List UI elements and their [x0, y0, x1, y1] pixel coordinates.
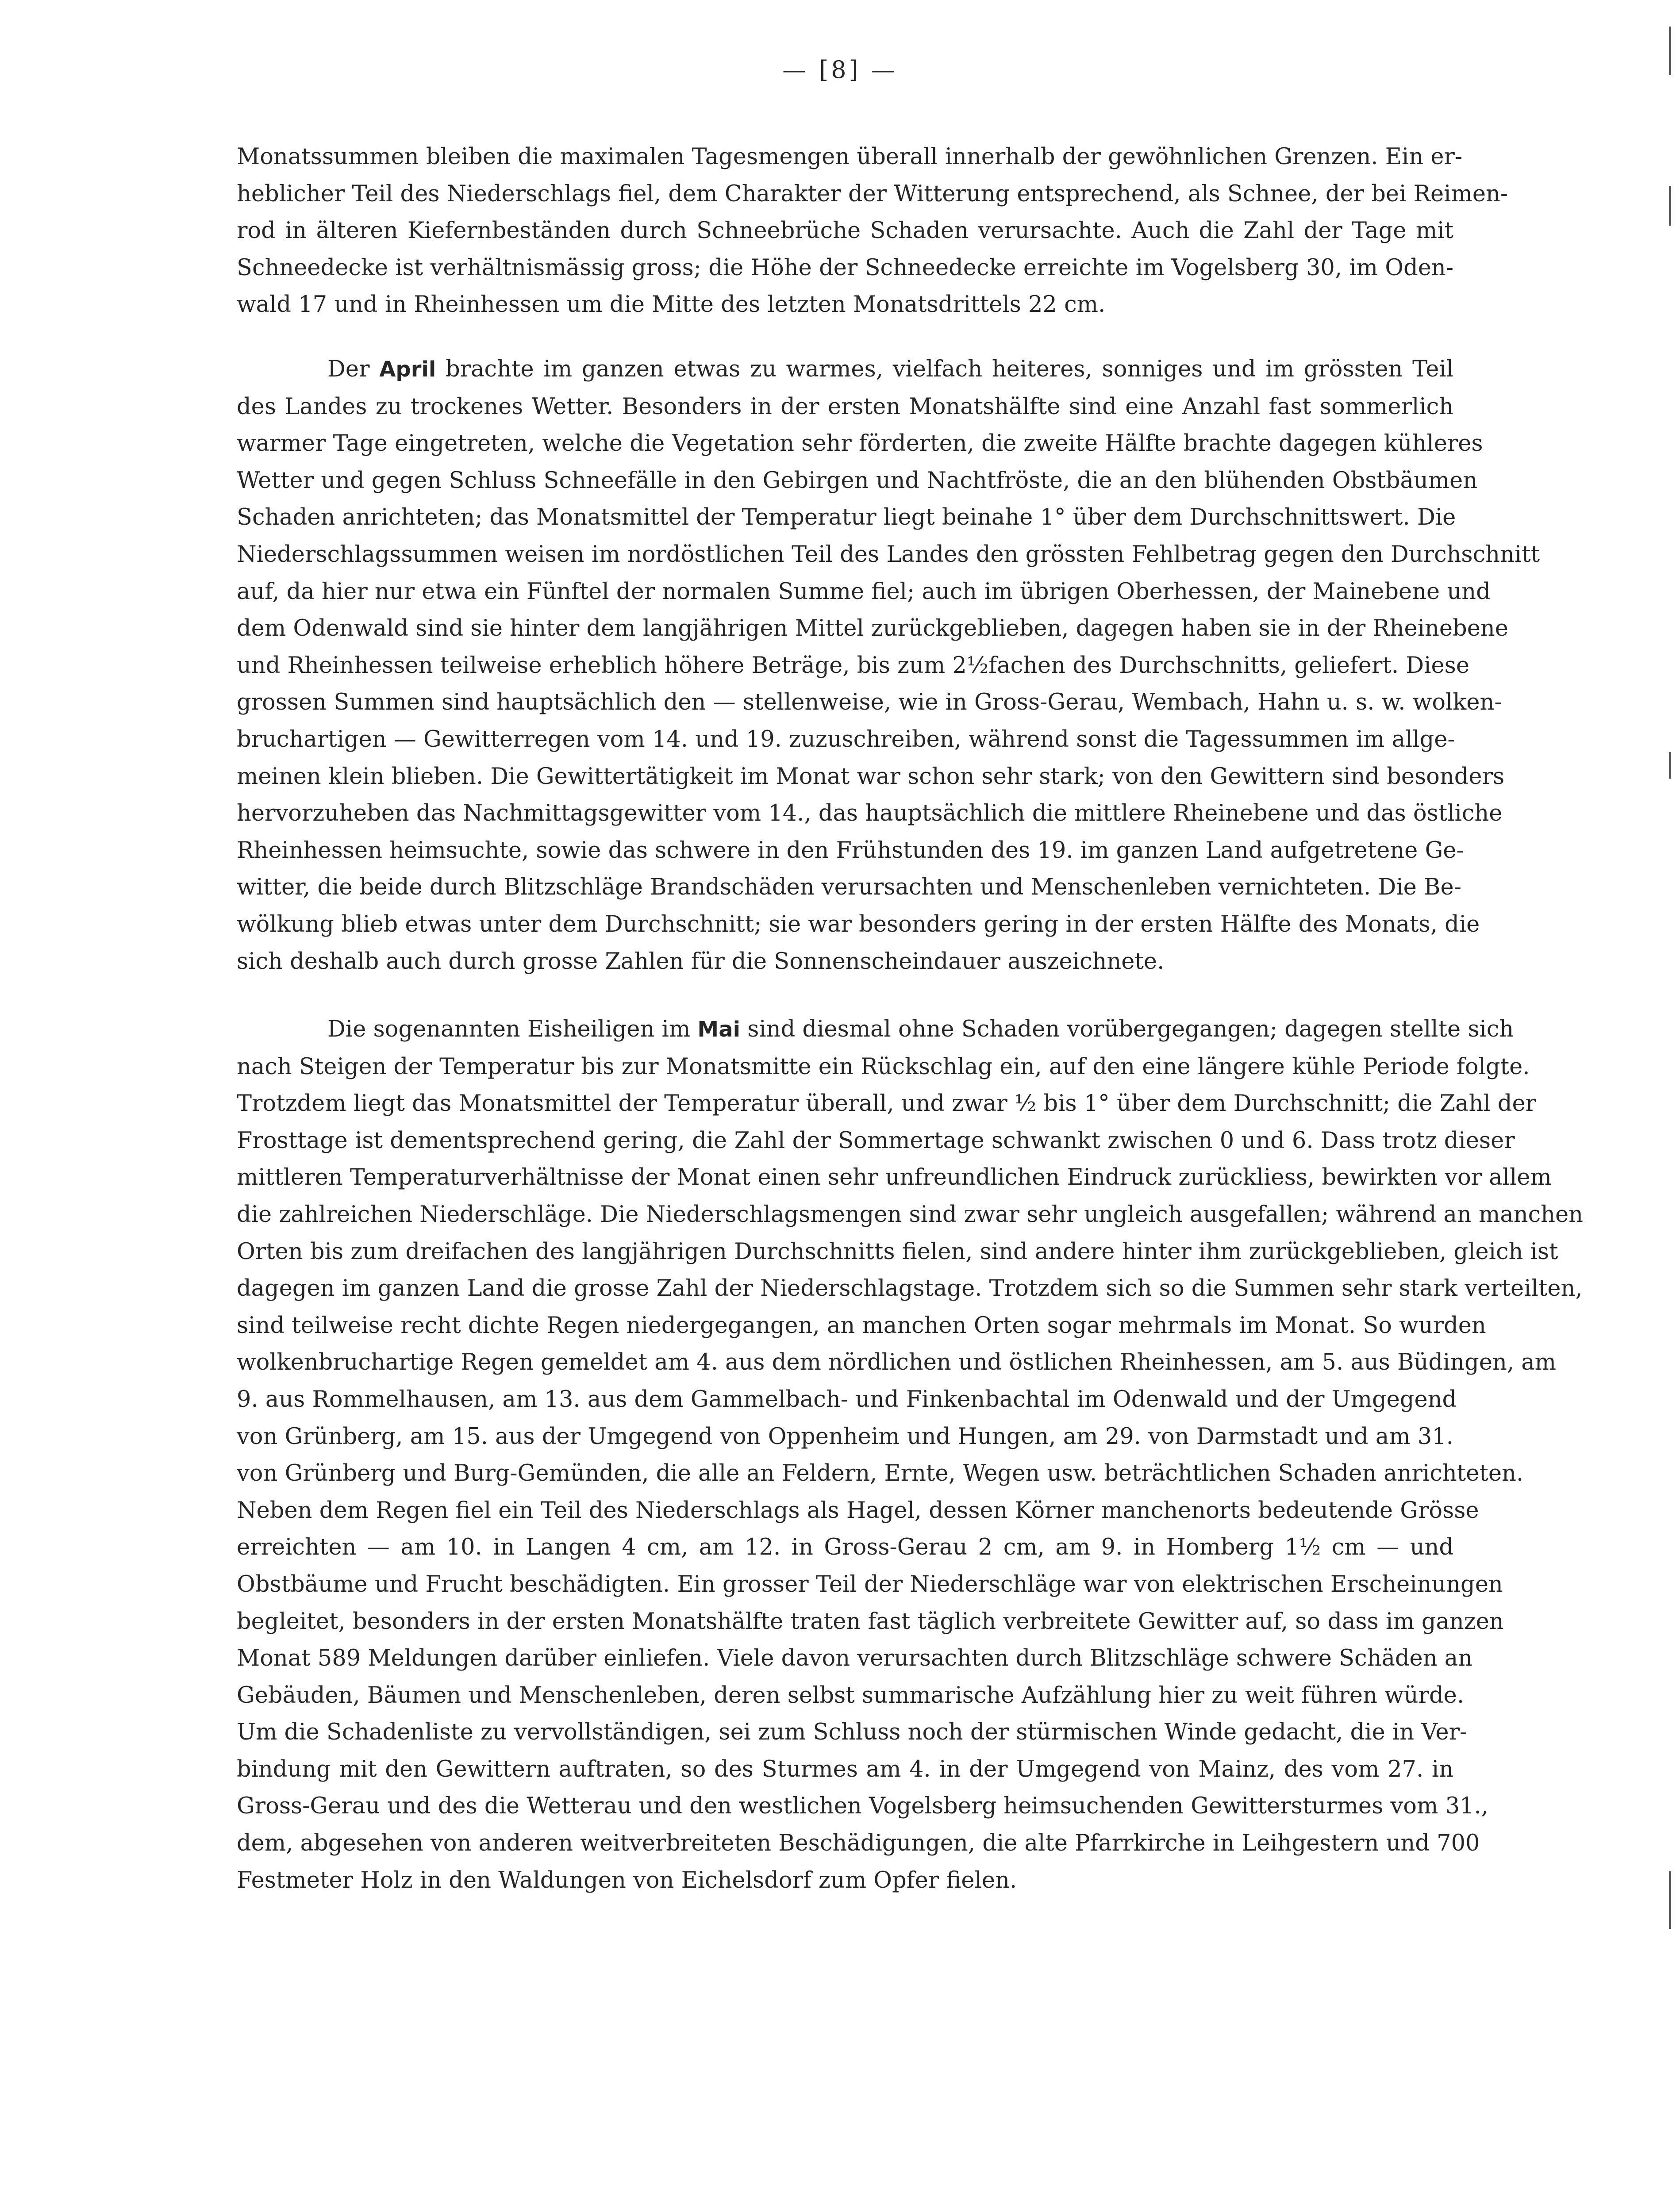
text-line: die zahlreichen Niederschläge. Die Niederschlagsmengen sind zwar sehr ungleich ausgefallen; während an manchen	[237, 1201, 1584, 1228]
text-line: Um die Schadenliste zu vervollständigen, sei zum Schluss noch der stürmischen Winde gedacht, die in Ver-	[237, 1719, 1468, 1746]
text-line: witter, die beide durch Blitzschläge Brandschäden verursachten und Menschenleben vernichteten. Die Be-	[237, 874, 1461, 901]
text-line: 9. aus Rommelhausen, am 13. aus dem Gammelbach- und Finkenbachtal im Odenwald und der Umgegend	[237, 1386, 1457, 1413]
text-line: heblicher Teil des Niederschlags fiel, dem Charakter der Witterung entsprechend, als Schnee, der bei Reimen-	[237, 180, 1508, 207]
text-line: warmer Tage eingetreten, welche die Vegetation sehr förderten, die zweite Hälfte brachte dagegen kühleres	[237, 430, 1483, 457]
text-line: nach Steigen der Temperatur bis zur Monatsmitte ein Rückschlag ein, auf den eine längere kühle Periode folgte.	[237, 1053, 1530, 1080]
text-line: dem Odenwald sind sie hinter dem langjährigen Mittel zurückgeblieben, dagegen haben sie in der Rheinebene	[237, 615, 1508, 642]
text-line: begleitet, besonders in der ersten Monatshälfte traten fast täglich verbreitete Gewitter auf, so dass im ganzen	[237, 1608, 1504, 1635]
text-line: wölkung blieb etwas unter dem Durchschnitt; sie war besonders gering in der ersten Hälfte des Monats, die	[237, 911, 1480, 937]
paragraph-may	[237, 1011, 1584, 1899]
text-line: Frosttage ist dementsprechend gering, die Zahl der Sommertage schwankt zwischen 0 und 6. Dass trotz dieser	[237, 1127, 1515, 1154]
text-line: Orten bis zum dreifachen des langjährigen Durchschnitts fielen, sind andere hinter ihm zurückgeblieben, gleich ist	[237, 1238, 1558, 1265]
paragraph-march-continuation	[237, 138, 1508, 323]
scan-edge-mark	[1669, 1871, 1671, 1929]
text-line: bindung mit den Gewittern auftraten, so des Sturmes am 4. in der Umgegend von Mainz, des vom 27. in	[237, 1756, 1453, 1782]
text-line: und Rheinhessen teilweise erheblich höhere Beträge, bis zum 2½fachen des Durchschnitts, geliefert. Diese	[237, 652, 1469, 679]
text-line: Wetter und gegen Schluss Schneefälle in den Gebirgen und Nachtfröste, die an den blühenden Obstbäumen	[237, 467, 1478, 494]
paragraph-april	[237, 351, 1540, 980]
text-line: rod in älteren Kiefernbeständen durch Schneebrüche Schaden verursachte. Auch die Zahl der Tage mit	[237, 218, 1453, 244]
text-line: meinen klein blieben. Die Gewittertätigkeit im Monat war schon sehr stark; von den Gewittern sind besonders	[237, 763, 1505, 790]
text-line: des Landes zu trockenes Wetter. Besonders in der ersten Monatshälfte sind eine Anzahl fast sommerlich	[237, 393, 1453, 420]
text-line: Gebäuden, Bäumen und Menschenleben, deren selbst summarische Aufzählung hier zu weit führen würde.	[237, 1682, 1465, 1709]
text-line: hervorzuheben das Nachmittagsgewitter vom 14., das hauptsächlich die mittlere Rheinebene und das östliche	[237, 800, 1503, 827]
text-line: Schneedecke ist verhältnismässig gross; die Höhe der Schneedecke erreichte im Vogelsberg 30, im Oden-	[237, 254, 1453, 281]
text-line: Neben dem Regen fiel ein Teil des Niederschlags als Hagel, dessen Körner manchenorts bedeutende Grösse	[237, 1497, 1479, 1524]
text-line: sich deshalb auch durch grosse Zahlen für die Sonnenscheindauer auszeichnete.	[237, 948, 1165, 975]
text-line: sind teilweise recht dichte Regen niedergegangen, an manchen Orten sogar mehrmals im Monat. So wurden	[237, 1312, 1486, 1339]
text-line: dagegen im ganzen Land die grosse Zahl der Niederschlagstage. Trotzdem sich so die Summen sehr stark verteilten,	[237, 1275, 1583, 1302]
text-line: Festmeter Holz in den Waldungen von Eichelsdorf zum Opfer fielen.	[237, 1867, 1017, 1893]
scan-edge-mark	[1669, 186, 1671, 226]
text-line: wald 17 und in Rheinhessen um die Mitte des letzten Monatsdrittels 22 cm.	[237, 292, 1106, 318]
line-prefix: Der	[327, 356, 380, 382]
line-rest: brachte im ganzen etwas zu warmes, vielfach heiteres, sonniges und im grössten Teil	[436, 356, 1453, 382]
text-line: Monat 589 Meldungen darüber einliefen. Viele davon verursachten durch Blitzschläge schwere Schäden an	[237, 1645, 1472, 1672]
text-line: Rheinhessen heimsuchte, sowie das schwere in den Frühstunden des 19. im ganzen Land aufgetretene Ge-	[237, 837, 1464, 864]
text-line: dem, abgesehen von anderen weitverbreiteten Beschädigungen, die alte Pfarrkirche in Leihgestern und 700	[237, 1830, 1480, 1857]
month-heading: Mai	[697, 1017, 741, 1042]
text-line: Niederschlagssummen weisen im nordöstlichen Teil des Landes den grössten Fehlbetrag gegen den Durchschnitt	[237, 541, 1540, 568]
text-line: mittleren Temperaturverhältnisse der Monat einen sehr unfreundlichen Eindruck zurückliess, bewirkten vor allem	[237, 1164, 1552, 1191]
text-line: erreichten — am 10. in Langen 4 cm, am 12. in Gross-Gerau 2 cm, am 9. in Homberg 1½ cm — und	[237, 1534, 1453, 1561]
page-number: — [8] —	[782, 56, 898, 84]
text-line	[237, 1011, 1514, 1048]
text-line: bruchartigen — Gewitterregen vom 14. und 19. zuzuschreiben, während sonst die Tagessummen im allge-	[237, 726, 1455, 753]
text-line: Obstbäume und Frucht beschädigten. Ein grosser Teil der Niederschläge war von elektrischen Erscheinungen	[237, 1571, 1503, 1598]
scan-edge-mark	[1669, 752, 1671, 779]
text-line: von Grünberg, am 15. aus der Umgegend von Oppenheim und Hungen, am 29. von Darmstadt und am 31.	[237, 1423, 1453, 1450]
text-line: auf, da hier nur etwa ein Fünftel der normalen Summe fiel; auch im übrigen Oberhessen, der Mainebene und	[237, 578, 1491, 605]
text-line	[237, 351, 1453, 388]
text-line: Gross-Gerau und des die Wetterau und den westlichen Vogelsberg heimsuchenden Gewittersturmes vom 31.,	[237, 1793, 1488, 1820]
text-line: von Grünberg und Burg-Gemünden, die alle an Feldern, Ernte, Wegen usw. beträchtlichen Schaden anrichteten.	[237, 1460, 1524, 1487]
month-heading: April	[379, 357, 436, 382]
text-line: grossen Summen sind hauptsächlich den — stellenweise, wie in Gross-Gerau, Wembach, Hahn u. s. w. wolken-	[237, 689, 1502, 716]
text-line: Trotzdem liegt das Monatsmittel der Temperatur überall, und zwar ½ bis 1° über dem Durchschnitt; die Zahl der	[237, 1091, 1537, 1117]
line-rest: sind diesmal ohne Schaden vorübergegangen; dagegen stellte sich	[740, 1016, 1514, 1042]
text-line: wolkenbruchartige Regen gemeldet am 4. aus dem nördlichen und östlichen Rheinhessen, am 5. aus Büdingen, am	[237, 1349, 1557, 1376]
text-line: Monatssummen bleiben die maximalen Tagesmengen überall innerhalb der gewöhnlichen Grenzen. Ein er-	[237, 144, 1463, 170]
text-line: Schaden anrichteten; das Monatsmittel der Temperatur liegt beinahe 1° über dem Durchschnittswert. Die	[237, 504, 1456, 531]
scan-edge-mark	[1669, 27, 1671, 75]
line-prefix: Die sogenannten Eisheiligen im	[327, 1016, 698, 1042]
